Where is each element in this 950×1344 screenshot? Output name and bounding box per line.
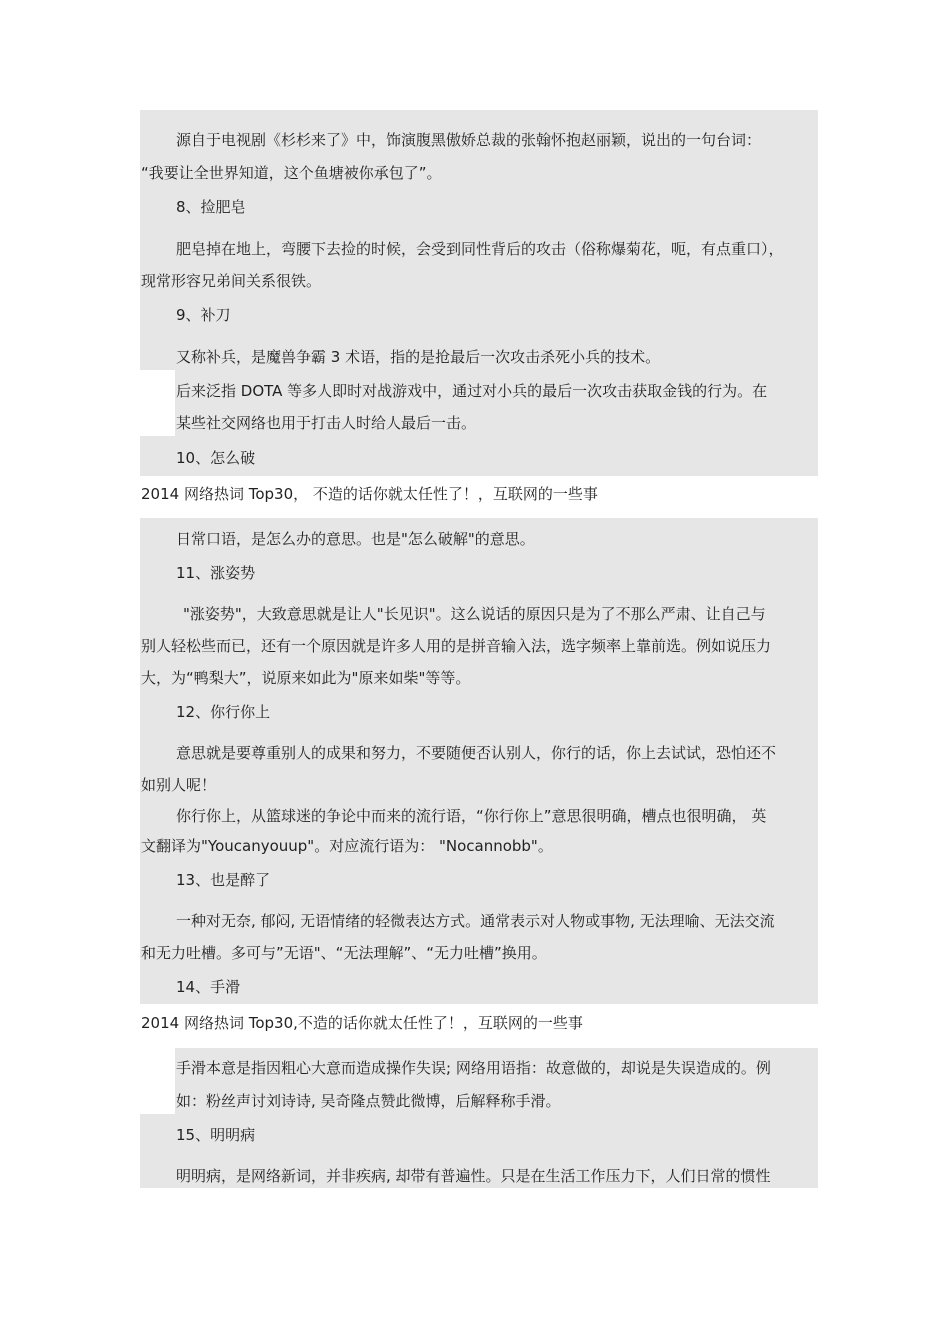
section-heading: 15、明明病: [176, 1126, 256, 1144]
paragraph-line: 明明病，是网络新词，并非疾病, 却带有普遍性。只是在生活工作压力下，人们日常的惯性: [176, 1167, 771, 1185]
paragraph-line: 现常形容兄弟间关系很铁。: [141, 272, 322, 290]
paragraph-line: 和无力吐槽。多可与”无语"、“无法理解”、“无力吐槽”换用。: [141, 944, 547, 962]
paragraph-line: 手滑本意是指因粗心大意而造成操作失误; 网络用语指：故意做的，却说是失误造成的。例: [176, 1059, 771, 1077]
section-heading: 13、也是醉了: [176, 871, 271, 889]
section-heading: 9、补刀: [176, 306, 231, 324]
paragraph-line: 如：粉丝声讨刘诗诗, 吴奇隆点赞此微博，后解释称手滑。: [176, 1092, 561, 1110]
paragraph-line: 别人轻松些而已，还有一个原因就是许多人用的是拼音输入法，选字频率上靠前选。例如说压力: [141, 637, 772, 655]
paragraph-line: 大，为“鸭梨大”，说原来如此为"原来如柴"等等。: [141, 669, 471, 687]
paragraph-line: 又称补兵，是魔兽争霸 3 术语，指的是抢最后一次攻击杀死小兵的技术。: [176, 348, 661, 366]
paragraph-line: 某些社交网络也用于打击人时给人最后一击。: [176, 414, 477, 432]
paragraph-line: 意思就是要尊重别人的成果和努力，不要随便否认别人，你行的话，你上去试试，恐怕还不: [176, 744, 777, 762]
section-heading: 14、手滑: [176, 978, 241, 996]
paragraph-line: “我要让全世界知道，这个鱼塘被你承包了”。: [141, 164, 442, 182]
paragraph-line: "涨姿势"，大致意思就是让人"长见识"。这么说话的原因只是为了不那么严肃、让自己与: [183, 605, 766, 623]
paragraph-line: 后来泛指 DOTA 等多人即时对战游戏中，通过对小兵的最后一次攻击获取金钱的行为。在: [176, 382, 768, 400]
paragraph-line: 一种对无奈, 郁闷, 无语情绪的轻微表达方式。通常表示对人物或事物, 无法理喻、无法交流: [176, 912, 775, 930]
paragraph-line: 肥皂掉在地上，弯腰下去捡的时候，会受到同性背后的攻击（俗称爆菊花，呃，有点重口），: [176, 240, 784, 258]
section-heading: 8、捡肥皂: [176, 198, 246, 216]
section-heading: 11、涨姿势: [176, 564, 256, 582]
article-title-line: 2014 网络热词 Top30， 不造的话你就太任性了！，互联网的一些事: [141, 485, 598, 503]
paragraph-line: 源自于电视剧《杉杉来了》中，饰演腹黑傲娇总裁的张翰怀抱赵丽颖，说出的一句台词：: [176, 131, 762, 149]
paragraph-line: 日常口语，是怎么办的意思。也是"怎么破解"的意思。: [176, 530, 535, 548]
article-title-line: 2014 网络热词 Top30,不造的话你就太任性了！，互联网的一些事: [141, 1014, 583, 1032]
paragraph-line: 如别人呢！: [141, 776, 217, 794]
section-heading: 10、怎么破: [176, 449, 256, 467]
paragraph-line: 文翻译为"Youcanyouup"。对应流行语为： "Nocannobb"。: [141, 837, 553, 855]
section-heading: 12、你行你上: [176, 703, 271, 721]
paragraph-line: 你行你上，从篮球迷的争论中而来的流行语，“你行你上”意思很明确，槽点也很明确， 英: [176, 807, 767, 825]
